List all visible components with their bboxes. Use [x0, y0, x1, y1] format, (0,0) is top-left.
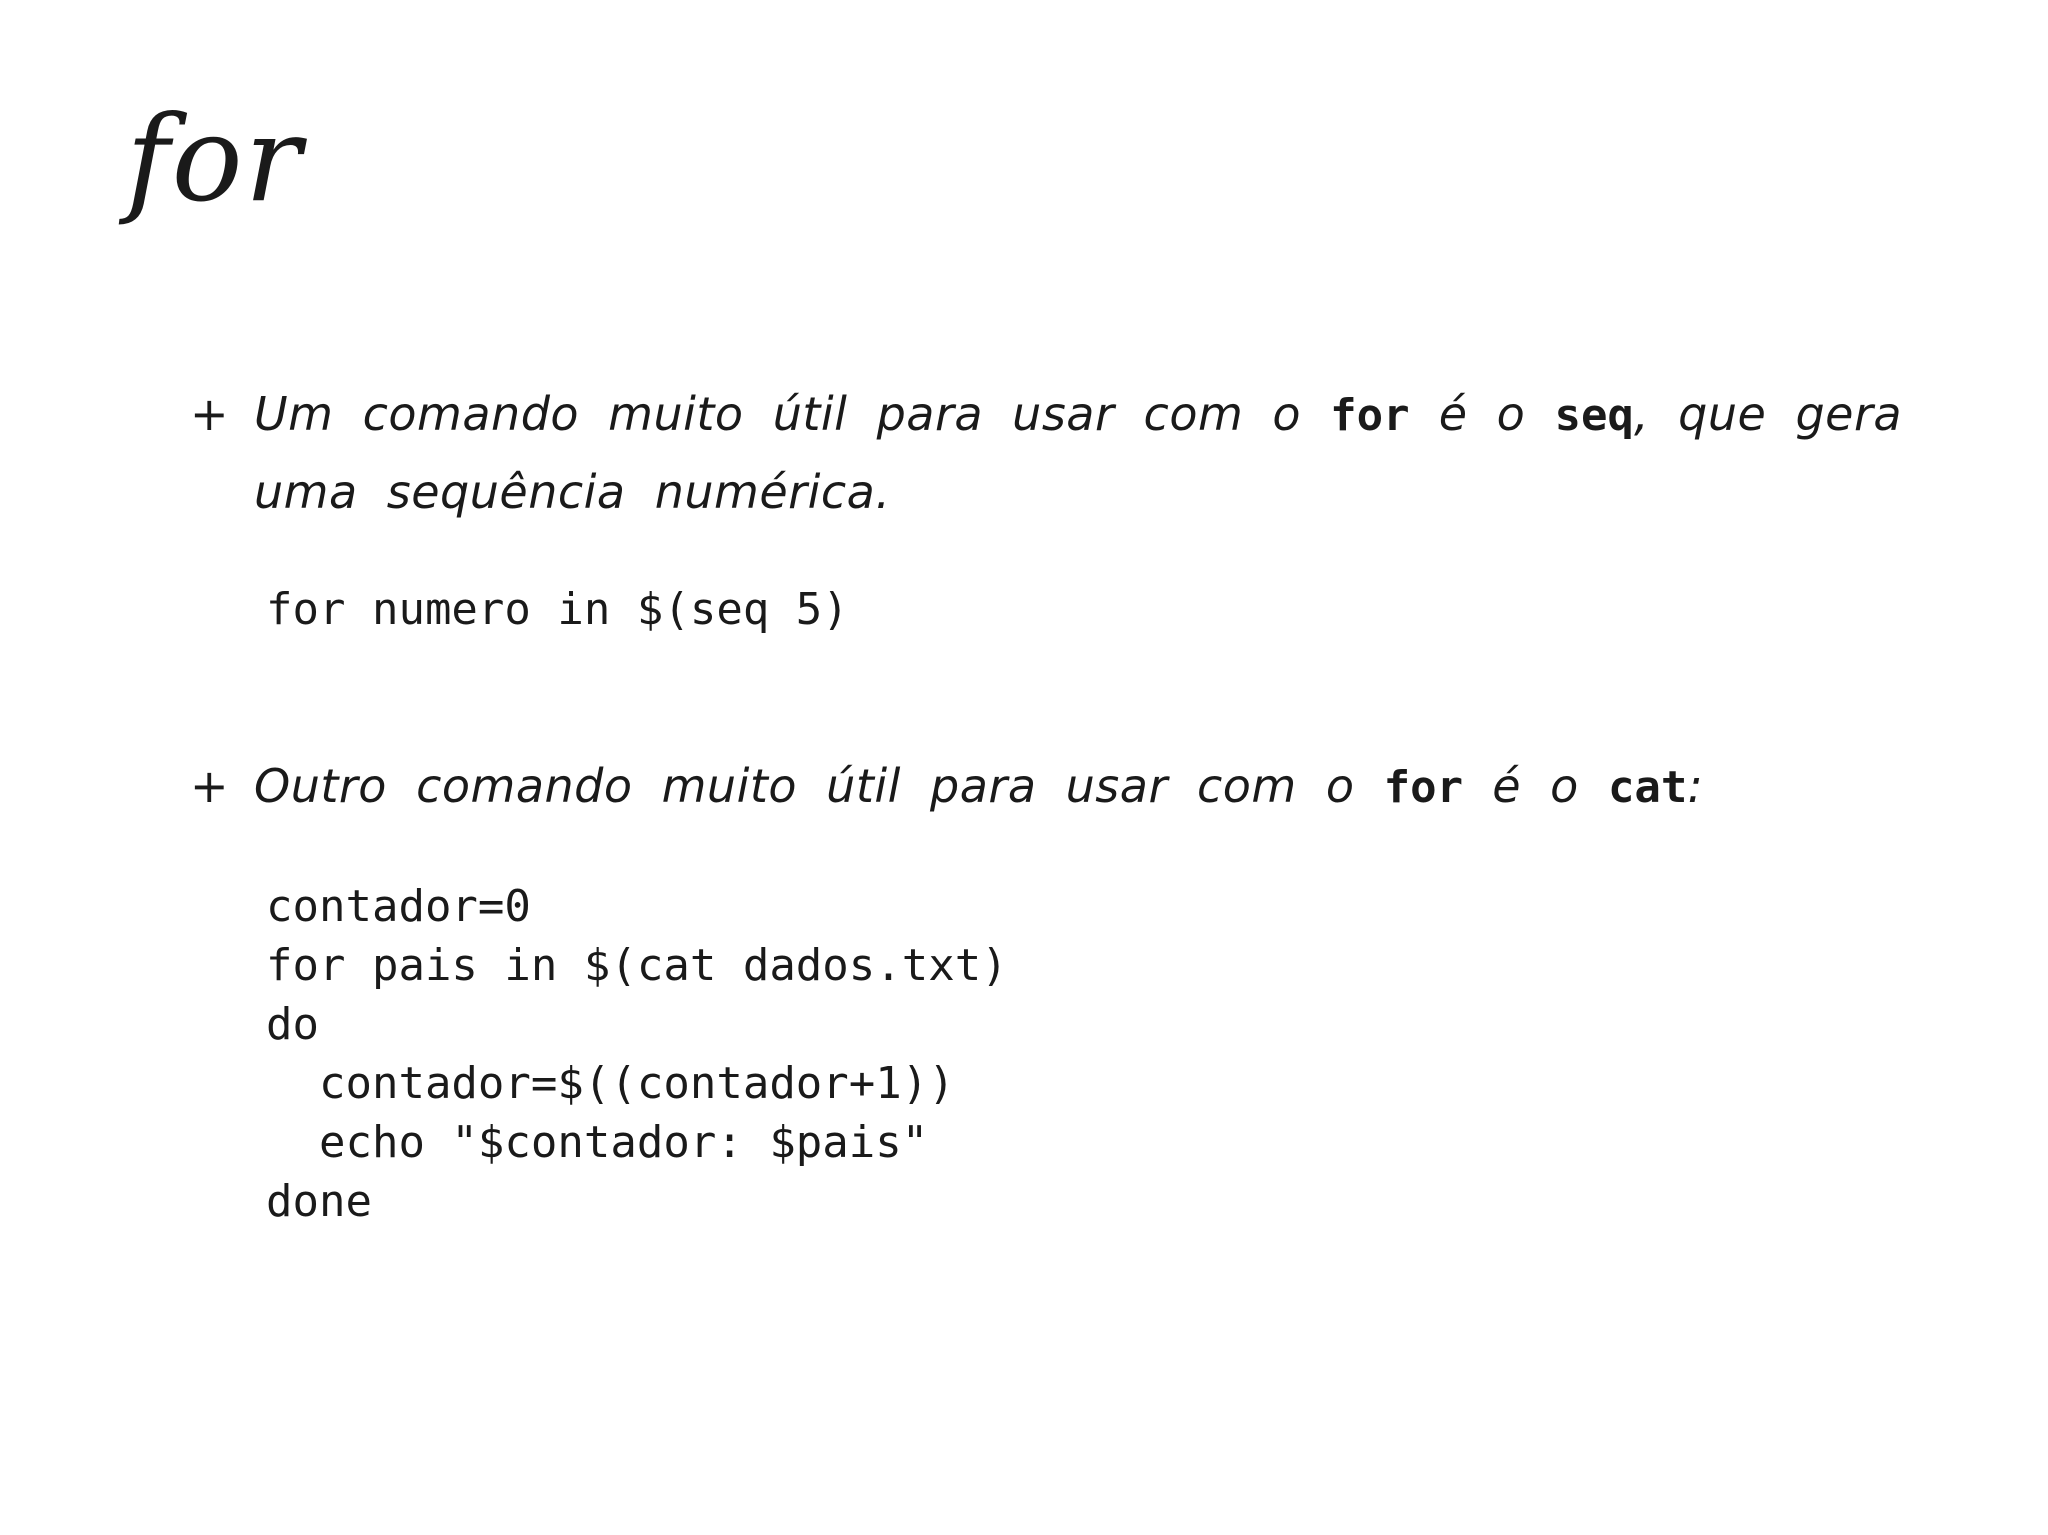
slide-title: for [126, 90, 304, 228]
keyword-for: for [1330, 390, 1410, 441]
bullet-text-part: é o [1409, 387, 1555, 441]
code-block-cat [266, 877, 1008, 1231]
bullet-text-part: , que gera uma sequência numérica. [254, 387, 1903, 519]
keyword-seq: seq [1554, 390, 1634, 441]
bullet-text-part: Outro comando muito útil para usar com o [254, 759, 1384, 813]
code-block-seq [266, 580, 849, 639]
bullet-text-part: : [1687, 759, 1704, 813]
code-line: contador=$((contador+1)) [266, 1058, 955, 1109]
bullet-text [254, 376, 2014, 531]
keyword-cat: cat [1607, 762, 1688, 813]
code-line: contador=0 [266, 881, 531, 932]
bullet-seq [190, 376, 2014, 531]
bullet-cat [190, 748, 2014, 826]
bullet-marker: + [190, 387, 230, 441]
bullet-text-part: Um comando muito útil para usar com o [254, 387, 1331, 441]
keyword-for: for [1383, 762, 1464, 813]
code-line: for pais in $(cat dados.txt) [266, 940, 1008, 991]
code-line: do [266, 999, 319, 1050]
bullet-text-part: é o [1463, 759, 1608, 813]
code-line: echo "$contador: $pais" [266, 1117, 929, 1168]
bullet-text [254, 748, 2014, 826]
bullet-marker: + [190, 759, 230, 813]
code-line: done [266, 1176, 372, 1227]
code-line: for numero in $(seq 5) [266, 584, 849, 635]
